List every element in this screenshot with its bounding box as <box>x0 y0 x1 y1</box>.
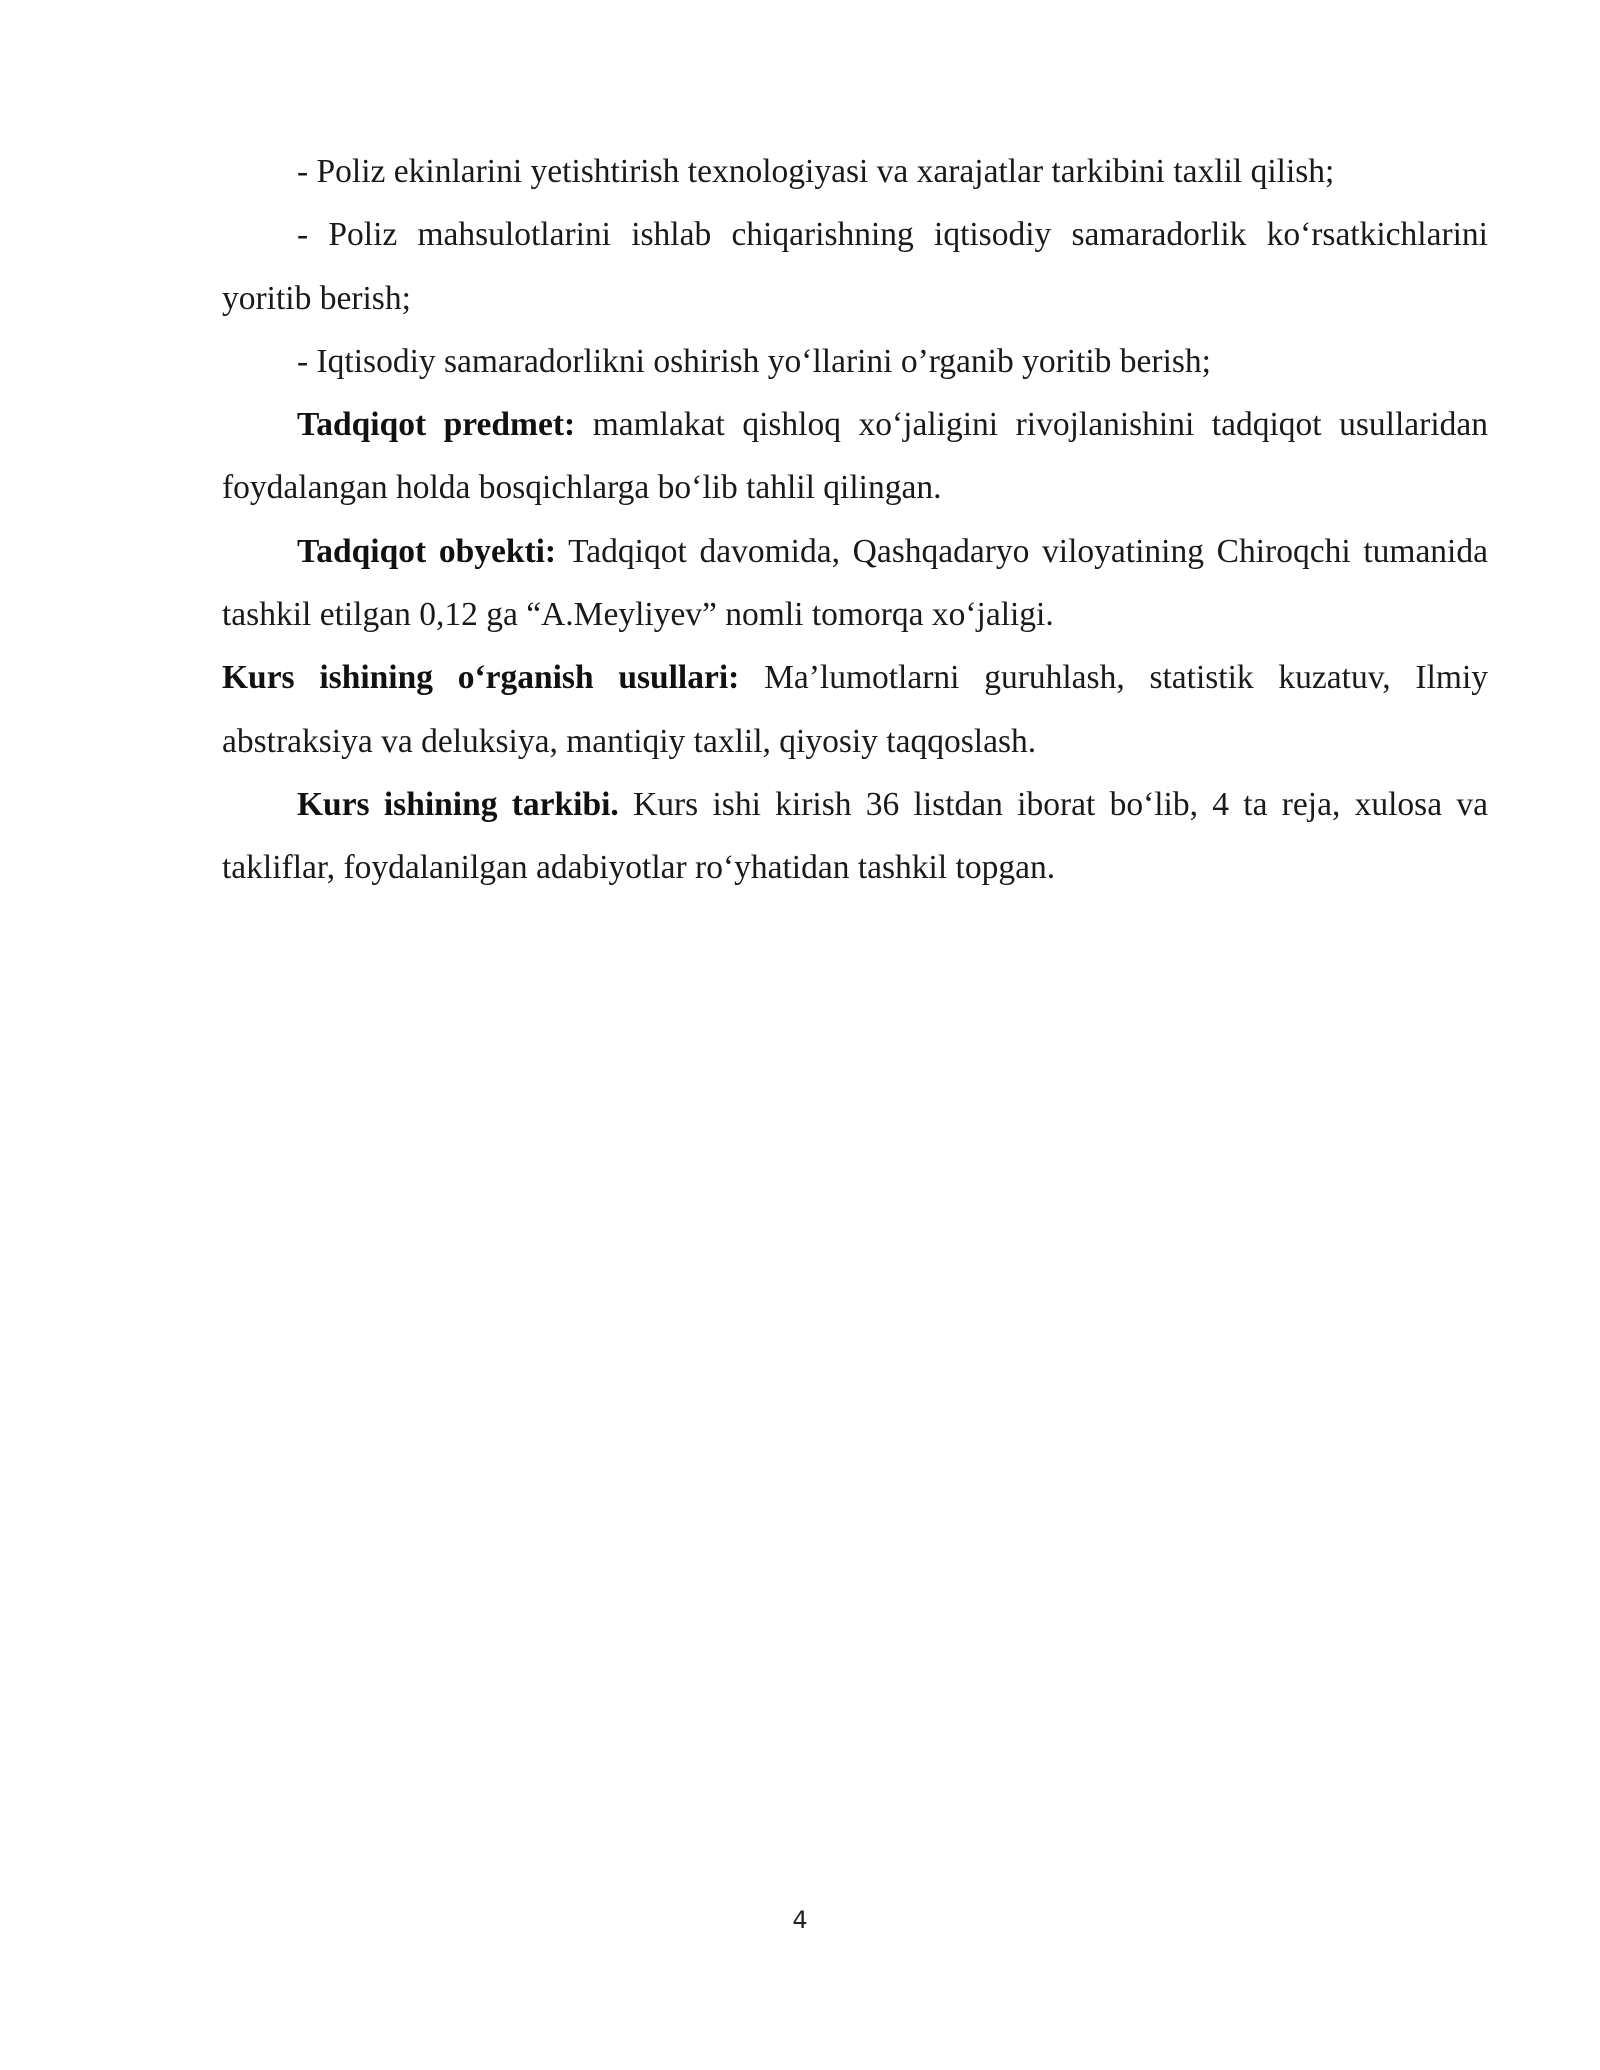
list-item-technology-costs <box>222 140 1488 203</box>
paragraph-research-methods <box>222 646 1488 773</box>
body-text <box>222 140 1488 900</box>
paragraph-heading: Kurs ishining tarkibi. <box>297 785 619 823</box>
paragraph-research-object <box>222 520 1488 647</box>
paragraph-text: Ma’lumotlarni guruhlash, statistik kuzatuv, Ilmiy abstraksiya va deluksiya, mantiqiy taxlil, qiyosiy taqqoslash. <box>222 659 1488 760</box>
paragraph-heading: Kurs ishining o‘rganish usullari: <box>222 659 740 697</box>
paragraph-text: Kurs ishi kirish 36 listdan iborat bo‘lib, 4 ta reja, xulosa va takliflar, foydalanilgan adabiyotlar ro‘yhatidan tashkil topgan. <box>222 785 1488 887</box>
paragraph-text: Tadqiqot davomida, Qashqadaryo viloyatining Chiroqchi tumanida tashkil etilgan 0,12 ga “A.Meyliyev” nomli tomorqa xo‘jaligi. <box>222 532 1488 634</box>
paragraph-research-subject <box>222 393 1488 520</box>
paragraph-heading: Tadqiqot obyekti: <box>297 532 557 570</box>
paragraph-text: - Iqtisodiy samaradorlikni oshirish yo‘llarini o’rganib yoritib berish; <box>297 342 1211 380</box>
paragraph-text: - Poliz mahsulotlarini ishlab chiqarishning iqtisodiy samaradorlik ko‘rsatkichlarini yoritib berish; <box>222 216 1488 317</box>
page-number: 4 <box>792 1906 808 1934</box>
paragraph-heading: Tadqiqot predmet: <box>297 406 576 444</box>
paragraph-work-structure <box>222 773 1488 900</box>
paragraph-text: - Poliz ekinlarini yetishtirish texnologiyasi va xarajatlar tarkibini taxlil qilish; <box>297 153 1335 190</box>
list-item-efficiency-indicators <box>222 203 1488 330</box>
paragraph-text: mamlakat qishloq xo‘jaligini rivojlanishini tadqiqot usullaridan foydalangan holda bosqichlarga bo‘lib tahlil qilingan. <box>222 406 1488 507</box>
list-item-efficiency-improvement <box>222 330 1488 393</box>
